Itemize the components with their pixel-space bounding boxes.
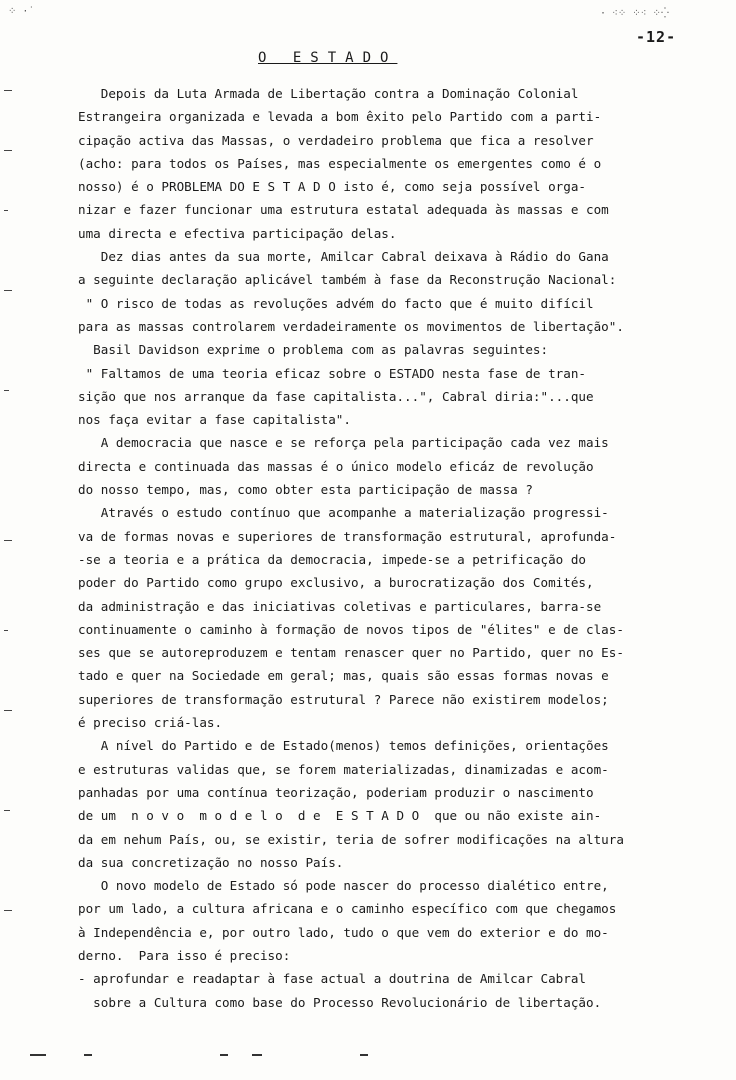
- text-line: sição que nos arranque da fase capitalista...", Cabral diria:"...que: [78, 388, 594, 404]
- text-line: continuamente o caminho à formação de novos tipos de "élites" e de clas-: [78, 621, 624, 637]
- text-line: à Independência e, por outro lado, tudo o que vem do exterior e do mo-: [78, 924, 609, 940]
- text-line: Estrangeira organizada e levada a bom êxito pelo Partido com a parti-: [78, 109, 602, 125]
- text-line: (acho: para todos os Países, mas especialmente os emergentes como é o: [78, 155, 602, 171]
- text-line: por um lado, a cultura africana e o caminho específico com que chegamos: [78, 901, 617, 917]
- text-line: O novo modelo de Estado só pode nascer do processo dialético entre,: [78, 878, 609, 894]
- scan-speck-top-left: ⁘ ·˙: [8, 6, 35, 17]
- text-line: tado e quer na Sociedade em geral; mas, quais são essas formas novas e: [78, 668, 609, 684]
- text-line: Através o estudo contínuo que acompanhe a materialização progressi-: [78, 505, 609, 521]
- text-line: sobre a Cultura como base do Processo Revolucionário de libertação.: [78, 994, 602, 1010]
- bottom-scan-marks: [30, 1054, 730, 1058]
- text-line: Depois da Luta Armada de Libertação contra a Dominação Colonial: [78, 86, 579, 101]
- text-line: A democracia que nasce e se reforça pela participação cada vez mais: [78, 435, 609, 451]
- text-line: nizar e fazer funcionar uma estrutura estatal adequada às massas e com: [78, 202, 609, 218]
- text-line: cipação activa das Massas, o verdadeiro problema que fica a resolver: [78, 132, 594, 148]
- text-line: Dez dias antes da sua morte, Amilcar Cabral deixava à Rádio do Gana: [78, 249, 609, 265]
- text-line: -se a teoria e a prática da democracia, impede-se a petrificação do: [78, 551, 586, 567]
- text-line: da sua concretização no nosso País.: [78, 854, 344, 870]
- text-line: da em nehum País, ou, se existir, teria de sofrer modificações na altura: [78, 831, 624, 847]
- text-line: A nível do Partido e de Estado(menos) temos definições, orientações: [78, 738, 609, 754]
- text-line: " O risco de todas as revoluções advém do facto que é muito difícil: [78, 295, 594, 311]
- text-line: derno. Para isso é preciso:: [78, 947, 291, 963]
- text-line: é preciso criá-las.: [78, 715, 223, 731]
- text-line: - aprofundar e readaptar à fase actual a doutrina de Amilcar Cabral: [78, 971, 586, 987]
- text-line: do nosso tempo, mas, como obter esta participação de massa ?: [78, 482, 533, 498]
- text-line: Basil Davidson exprime o problema com as palavras seguintes:: [78, 342, 549, 358]
- text-line: va de formas novas e superiores de transformação estrutural, aprofunda-: [78, 528, 617, 544]
- left-margin-marks: [4, 90, 34, 990]
- scan-speck-top-right: · ⁖⁘ ⁘⁖ ⁘⁛: [600, 8, 669, 19]
- document-title: O ESTADO: [258, 50, 398, 66]
- text-line: para as massas controlarem verdadeiramente os movimentos de libertação".: [78, 318, 624, 334]
- text-line: directa e continuada das massas é o único modelo eficáz de revolução: [78, 458, 594, 474]
- text-line: e estruturas validas que, se forem materializadas, dinamizadas e acom-: [78, 761, 609, 777]
- text-line: superiores de transformação estrutural ? Parece não existirem modelos;: [78, 691, 609, 707]
- text-line: a seguinte declaração aplicável também à fase da Reconstrução Nacional:: [78, 272, 617, 288]
- text-line: uma directa e efectiva participação delas.: [78, 225, 397, 241]
- text-line: " Faltamos de uma teoria eficaz sobre o ESTADO nesta fase de tran-: [78, 365, 586, 381]
- text-line: nosso) é o PROBLEMA DO E S T A D O isto é, como seja possível orga-: [78, 179, 586, 195]
- text-line: panhadas por uma contínua teorização, poderiam produzir o nascimento: [78, 784, 594, 800]
- page-number: -12-: [636, 28, 677, 46]
- text-line: ses que se autoreproduzem e tentam renascer quer no Partido, quer no Es-: [78, 645, 624, 661]
- text-line: de um n o v o m o d e l o d e E S T A D O que ou não existe ain-: [78, 808, 602, 824]
- text-line: nos faça evitar a fase capitalista".: [78, 412, 351, 428]
- body-text: [78, 82, 728, 1014]
- text-line: da administração e das iniciativas coletivas e particulares, barra-se: [78, 598, 602, 614]
- text-line: poder do Partido como grupo exclusivo, a burocratização dos Comités,: [78, 575, 594, 591]
